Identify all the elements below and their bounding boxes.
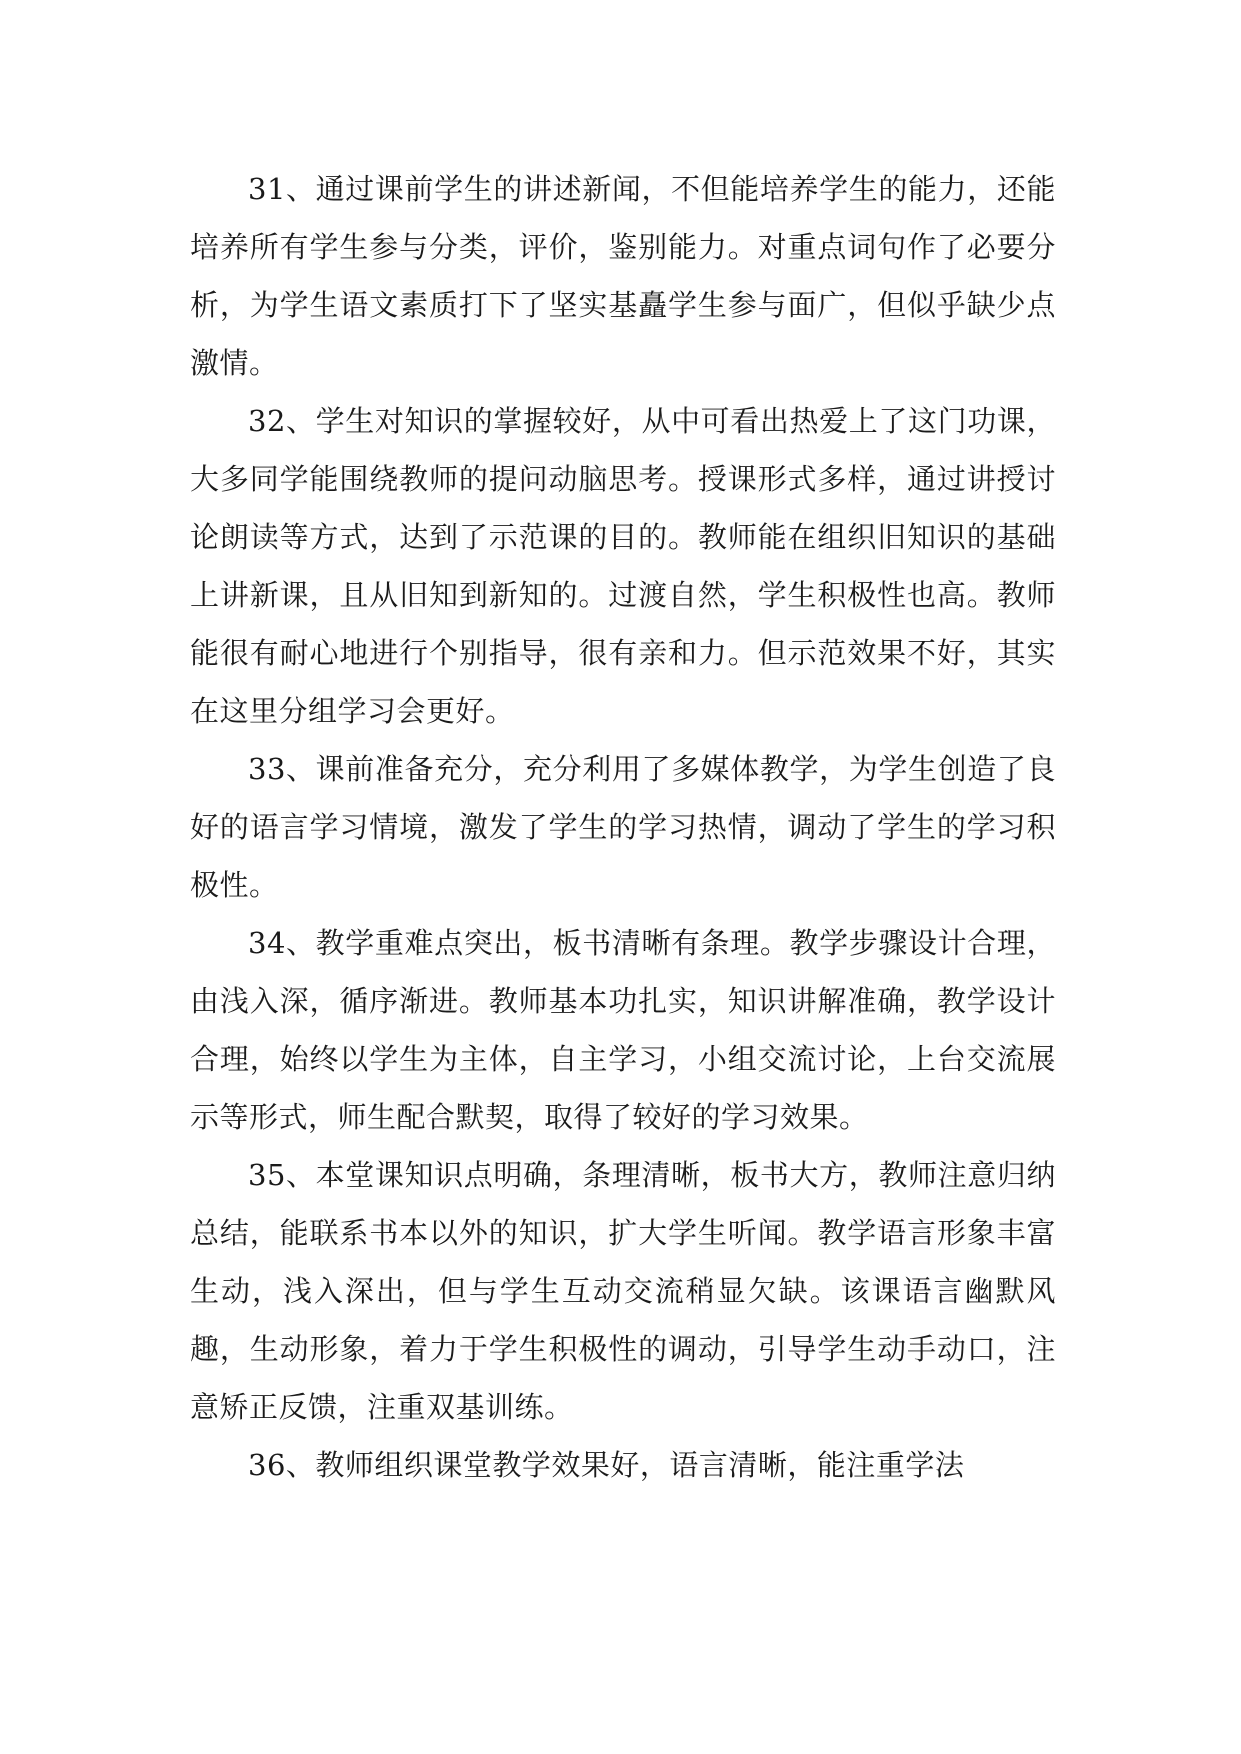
- paragraph-34: 34、教学重难点突出，板书清晰有条理。教学步骤设计合理，由浅入深，循序渐进。教师基本功扎实，知识讲解准确，教学设计合理，始终以学生为主体，自主学习，小组交流讨论，上台交流展示等形式，师生配合默契，取得了较好的学习效果。: [190, 926, 1056, 1134]
- paragraph-32: 32、学生对知识的掌握较好，从中可看出热爱上了这门功课，大多同学能围绕教师的提问动脑思考。授课形式多样，通过讲授讨论朗读等方式，达到了示范课的目的。教师能在组织旧知识的基础上讲新课，且从旧知到新知的。过渡自然，学生积极性也高。教师能很有耐心地进行个别指导，很有亲和力。但示范效果不好，其实在这里分组学习会更好。: [190, 404, 1056, 728]
- paragraph-33: 33、课前准备充分，充分利用了多媒体教学，为学生创造了良好的语言学习情境，激发了学生的学习热情，调动了学生的学习积极性。: [190, 752, 1056, 902]
- document-page: [190, 160, 1056, 1660]
- paragraph-36: 36、教师组织课堂教学效果好，语言清晰，能注重学法: [248, 1448, 965, 1482]
- paragraph-31: 31、通过课前学生的讲述新闻，不但能培养学生的能力，还能培养所有学生参与分类，评价，鉴别能力。对重点词句作了必要分析，为学生语文素质打下了坚实基矗学生参与面广，但似乎缺少点激情。: [190, 172, 1056, 380]
- paragraph-35: 35、本堂课知识点明确，条理清晰，板书大方，教师注意归纳总结，能联系书本以外的知识，扩大学生听闻。教学语言形象丰富生动，浅入深出，但与学生互动交流稍显欠缺。该课语言幽默风趣，生动形象，着力于学生积极性的调动，引导学生动手动口，注意矫正反馈，注重双基训练。: [190, 1158, 1056, 1424]
